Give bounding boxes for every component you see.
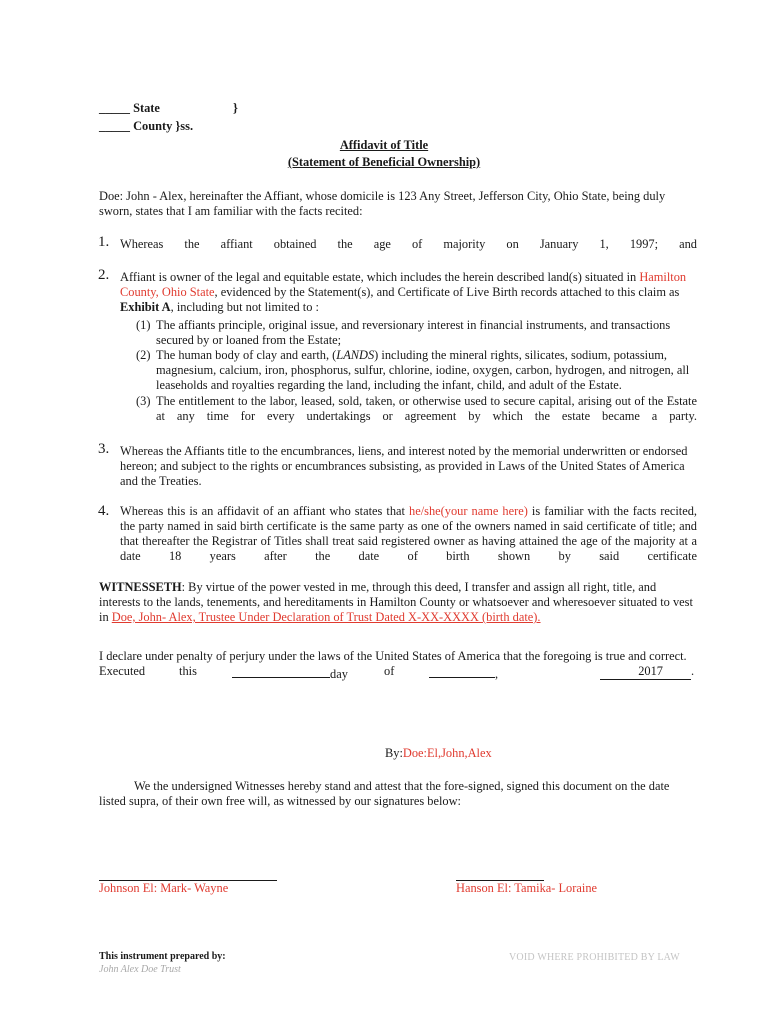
item-2-location: Hamilton County, Ohio State [120,270,687,299]
document-title: Affidavit of Title [339,138,429,152]
affiant-name: Doe:El,John,Alex [402,746,492,760]
signature-by [385,746,492,761]
item-4-text [120,504,697,564]
sub-item-1-text: The affiants principle, original issue, and reversionary interest in financial instruments, and transactions secured by or loaned from the Estate; [156,318,671,347]
item-2-exhibit: Exhibit A [120,300,171,314]
declaration-line: I declare under penalty of perjury under the laws of the United States of America that the foregoing is true and correct. [99,649,687,663]
document-subtitle: (Statement of Beneficial Ownership) [287,155,481,169]
county-line: _____ County }ss. [99,119,194,133]
state-brace: } [233,101,238,115]
item-2-text [120,270,697,315]
state-line: _____ State [99,101,160,115]
prepared-by-name: John Alex Doe Trust [99,964,181,975]
prepared-by-label: This instrument prepared by: [99,951,226,962]
trustee-designation: Doe, John- Alex, Trustee Under Declaration of Trust Dated X-XX-XXXX (birth date). [111,610,541,624]
left-witness-name: Johnson El: Mark- Wayne [99,881,229,895]
item-number-3: 3. [98,441,110,457]
day-label: day [330,667,348,681]
year-period: . [691,664,695,678]
witness-paragraph: We the undersigned Witnesses hereby stand and attest that the fore-signed, signed this document on the date listed supra, of their own free will, as witnessed by our signatures below: [99,779,670,808]
item-2-text-a: Affiant is owner of the legal and equitable estate, which includes the herein described land(s) situated in [120,270,640,284]
sub-item-2-text-a: The human body of clay and earth, ( [156,348,337,362]
month-field [429,664,498,682]
sub-item-3 [136,394,697,424]
item-4-text-a: Whereas this is an affidavit of an affiant who states that [120,504,410,518]
executed-label: Executed [99,664,146,678]
day-field [232,664,348,682]
month-comma: , [495,667,499,681]
by-label: By: [385,746,403,760]
sub-item-2-lands: LANDS [336,348,375,362]
item-4-text-b: is familiar with the facts recited, the party named in said birth certificate is the same party as one of the owners named in said certificate of title; and that thereafter the Registrar of Titles shall treat said registered owner as having attained the age of the majority at a date 18 years after the date of birth shown by said certificate [120,504,698,563]
void-notice: VOID WHERE PROHIBITED BY LAW [509,952,680,963]
witnesseth-text: : By virtue of the power vested in me, through this deed, I transfer and assign all right, title, and interests to the lands, tenements, and hereditaments in Hamilton County or whatsoever and wheresoever situated to vest in [99,580,693,624]
sub-item-3-text: The entitlement to the labor, leased, sold, taken, or otherwise used to secure capital, arising out of the Estate at any time for every undertakings or agreement by which the estate became a party. [156,394,697,423]
item-number-4: 4. [98,503,110,519]
item-4-name-placeholder: he/she(your name here) [409,504,528,518]
sub-item-2-number: (2) [136,348,151,362]
item-2-text-c: , including but not limited to : [170,300,319,314]
day-blank [232,664,330,678]
item-number-1: 1. [98,234,110,250]
this-label: this [179,664,197,678]
sub-item-2-text [136,348,697,393]
item-number-2: 2. [98,267,110,283]
item-3-text: Whereas the Affiants title to the encumbrances, liens, and interest noted by the memorial underwritten or endorsed hereon; and subject to the rights or encumbrances subsisting, as provided in Laws of the United States of America and the Treaties. [120,444,688,488]
year-blank [600,664,691,680]
sub-item-2 [136,348,697,393]
year-value: 2017 [638,664,663,678]
right-witness-name: Hanson El: Tamika- Loraine [456,881,598,895]
month-blank [429,664,495,678]
witnesseth-paragraph [99,580,697,625]
sub-item-2-text-b: ) including the mineral rights, silicates, sodium, potassium, magnesium, calcium, iron, phosphorus, sulfur, chlorine, iodine, oxygen, carbon, hydrogen, and nitrogen, all leaseholds and royalties regarding the land, including the infant, child, and adult of the Estate. [156,348,690,392]
item-1-text: Whereas the affiant obtained the age of majority on January 1, 1997; and [120,237,697,251]
sub-item-1 [136,318,697,348]
item-2-text-b: , evidenced by the Statement(s), and Certificate of Live Birth records attached to this claim as [214,285,680,299]
sub-item-1-number: (1) [136,318,151,332]
witnesseth-label: WITNESSETH [99,580,182,594]
sub-item-3-number: (3) [136,394,151,408]
intro-paragraph: Doe: John - Alex, hereinafter the Affiant, whose domicile is 123 Any Street, Jefferson City, Ohio State, being duly sworn, states that I am familiar with the facts recited: [99,189,666,218]
year-field [600,664,694,680]
of-label: of [384,664,395,678]
